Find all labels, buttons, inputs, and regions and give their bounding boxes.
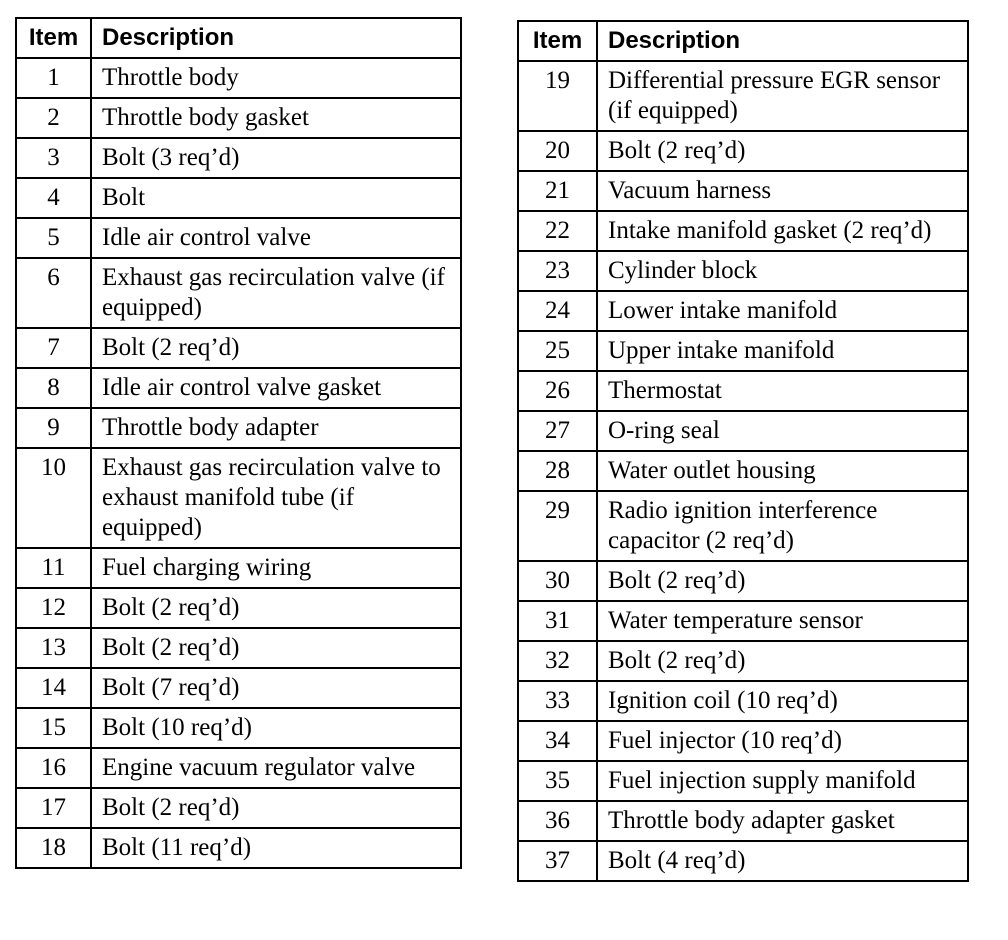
item-description: Bolt (2 req’d) (91, 788, 461, 828)
item-number: 18 (16, 828, 91, 868)
item-number: 23 (518, 251, 597, 291)
item-number: 12 (16, 588, 91, 628)
item-number: 28 (518, 451, 597, 491)
item-description: Upper intake manifold (597, 331, 968, 371)
item-description: Throttle body (91, 58, 461, 98)
table-row (16, 98, 461, 138)
item-description: Exhaust gas recirculation valve to exhaust manifold tube (if equipped) (91, 448, 461, 548)
item-number: 7 (16, 328, 91, 368)
item-number: 29 (518, 491, 597, 561)
item-description: Bolt (7 req’d) (91, 668, 461, 708)
table-row (16, 328, 461, 368)
item-number: 24 (518, 291, 597, 331)
table-row (518, 841, 968, 881)
item-description: Fuel injector (10 req’d) (597, 721, 968, 761)
table-row (518, 761, 968, 801)
table-row (518, 601, 968, 641)
item-description: Differential pressure EGR sensor (if equipped) (597, 61, 968, 131)
item-description: Bolt (2 req’d) (597, 561, 968, 601)
item-description: Intake manifold gasket (2 req’d) (597, 211, 968, 251)
item-description: Bolt (11 req’d) (91, 828, 461, 868)
item-description: Bolt (2 req’d) (91, 328, 461, 368)
table-row (16, 828, 461, 868)
parts-table-right (517, 20, 969, 882)
item-column-header: Item (518, 21, 597, 61)
table-row (16, 178, 461, 218)
table-row (16, 668, 461, 708)
item-description: Bolt (91, 178, 461, 218)
item-number: 27 (518, 411, 597, 451)
table-row (518, 251, 968, 291)
item-number: 2 (16, 98, 91, 138)
item-number: 3 (16, 138, 91, 178)
table-header-row (518, 21, 968, 61)
item-description: Throttle body gasket (91, 98, 461, 138)
table-row (518, 801, 968, 841)
item-description: Bolt (10 req’d) (91, 708, 461, 748)
item-number: 19 (518, 61, 597, 131)
table-row (518, 171, 968, 211)
item-number: 20 (518, 131, 597, 171)
item-number: 32 (518, 641, 597, 681)
table-row (518, 411, 968, 451)
item-description: Fuel injection supply manifold (597, 761, 968, 801)
table-row (518, 681, 968, 721)
parts-table-left (15, 17, 462, 869)
item-number: 10 (16, 448, 91, 548)
item-number: 37 (518, 841, 597, 881)
item-column-header: Item (16, 18, 91, 58)
table-row (518, 61, 968, 131)
table-row (16, 258, 461, 328)
table-row (16, 138, 461, 178)
item-description: Bolt (2 req’d) (91, 628, 461, 668)
table-row (518, 211, 968, 251)
table-row (518, 131, 968, 171)
item-number: 16 (16, 748, 91, 788)
item-number: 9 (16, 408, 91, 448)
item-number: 30 (518, 561, 597, 601)
item-number: 8 (16, 368, 91, 408)
table-row (16, 788, 461, 828)
table-row (518, 291, 968, 331)
item-description: Bolt (2 req’d) (91, 588, 461, 628)
item-number: 36 (518, 801, 597, 841)
item-description: Cylinder block (597, 251, 968, 291)
item-number: 4 (16, 178, 91, 218)
item-description: Water temperature sensor (597, 601, 968, 641)
table-row (16, 748, 461, 788)
table-row (16, 218, 461, 258)
item-number: 31 (518, 601, 597, 641)
table-row (518, 491, 968, 561)
parts-table-right-body (518, 61, 968, 881)
item-description: O-ring seal (597, 411, 968, 451)
item-number: 11 (16, 548, 91, 588)
item-description: Idle air control valve (91, 218, 461, 258)
item-number: 33 (518, 681, 597, 721)
item-number: 14 (16, 668, 91, 708)
item-number: 21 (518, 171, 597, 211)
item-description: Bolt (2 req’d) (597, 641, 968, 681)
item-number: 1 (16, 58, 91, 98)
item-description: Fuel charging wiring (91, 548, 461, 588)
item-description: Bolt (3 req’d) (91, 138, 461, 178)
item-number: 22 (518, 211, 597, 251)
table-row (518, 561, 968, 601)
item-number: 5 (16, 218, 91, 258)
item-description: Thermostat (597, 371, 968, 411)
item-number: 26 (518, 371, 597, 411)
item-description: Throttle body adapter (91, 408, 461, 448)
item-description: Water outlet housing (597, 451, 968, 491)
table-row (16, 408, 461, 448)
item-description: Ignition coil (10 req’d) (597, 681, 968, 721)
item-number: 13 (16, 628, 91, 668)
table-header-row (16, 18, 461, 58)
table-row (16, 708, 461, 748)
item-number: 15 (16, 708, 91, 748)
item-description: Throttle body adapter gasket (597, 801, 968, 841)
item-number: 17 (16, 788, 91, 828)
item-description: Exhaust gas recirculation valve (if equipped) (91, 258, 461, 328)
item-description: Bolt (2 req’d) (597, 131, 968, 171)
item-number: 6 (16, 258, 91, 328)
description-column-header: Description (91, 18, 461, 58)
item-number: 35 (518, 761, 597, 801)
item-description: Vacuum harness (597, 171, 968, 211)
item-description: Bolt (4 req’d) (597, 841, 968, 881)
description-column-header: Description (597, 21, 968, 61)
item-description: Radio ignition interference capacitor (2 req’d) (597, 491, 968, 561)
table-row (518, 721, 968, 761)
parts-table-left-body (16, 58, 461, 868)
table-row (16, 58, 461, 98)
item-description: Idle air control valve gasket (91, 368, 461, 408)
table-row (16, 588, 461, 628)
item-number: 34 (518, 721, 597, 761)
table-row (518, 641, 968, 681)
table-row (16, 448, 461, 548)
item-description: Lower intake manifold (597, 291, 968, 331)
table-row (16, 548, 461, 588)
item-description: Engine vacuum regulator valve (91, 748, 461, 788)
table-row (518, 371, 968, 411)
table-row (518, 451, 968, 491)
table-row (16, 628, 461, 668)
item-number: 25 (518, 331, 597, 371)
table-row (518, 331, 968, 371)
table-row (16, 368, 461, 408)
